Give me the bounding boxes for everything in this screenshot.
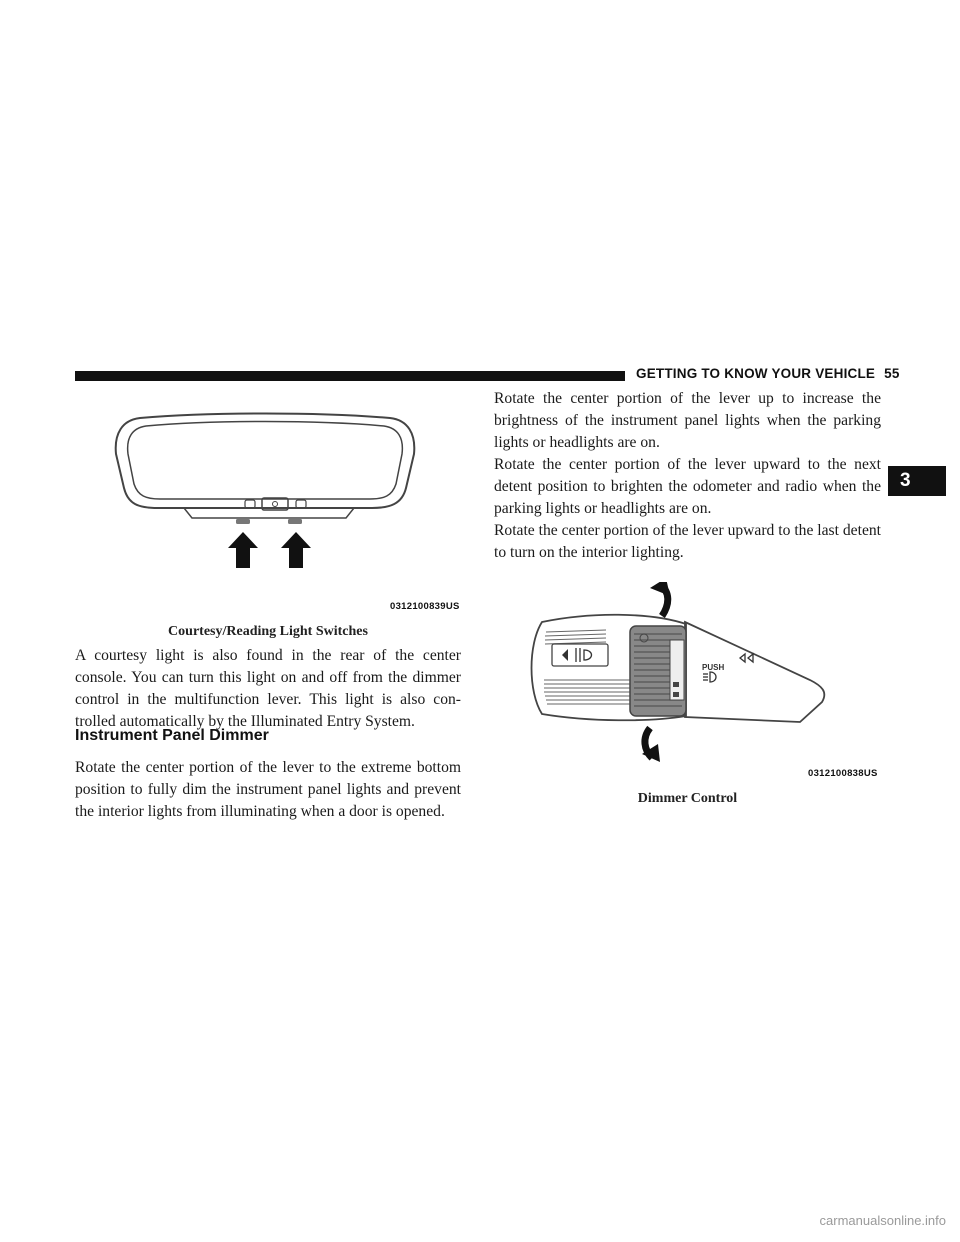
figure-code-dimmer: 0312100838US <box>808 768 878 779</box>
section-title: GETTING TO KNOW YOUR VEHICLE <box>636 366 876 381</box>
paragraph-increase-brightness: Rotate the center portion of the lever up to increase the brightness of the instrument panel lights when the parking lights or headlights are on. <box>494 390 881 451</box>
heading-instrument-panel-dimmer: Instrument Panel Dimmer <box>75 727 269 744</box>
figure-code-mirror: 0312100839US <box>390 601 460 612</box>
chapter-tab[interactable] <box>888 466 946 496</box>
figure-caption-mirror: Courtesy/Reading Light Switches <box>168 624 368 639</box>
header-rule <box>75 371 625 381</box>
paragraph-courtesy-light: A courtesy light is also found in the rear of the center console. You can turn this light on and off from the dimmer control in the multifunction lever. This light is also con-trolled automatically by the Illuminated Entry System. <box>75 647 461 730</box>
paragraph-last-detent: Rotate the center portion of the lever upward to the last detent to turn on the interior lighting. <box>494 522 881 561</box>
dimmer-lever-illustration <box>510 582 855 762</box>
figure-caption-dimmer: Dimmer Control <box>637 791 738 806</box>
lever-push-label: PUSH <box>702 663 725 672</box>
running-header <box>636 366 900 381</box>
chapter-number: 3 <box>900 470 911 491</box>
paragraph-dimmer-bottom: Rotate the center portion of the lever to the extreme bottom position to fully dim the instrument panel lights and prevent the interior lights from illuminating when a door is opened. <box>75 759 461 820</box>
paragraph-next-detent: Rotate the center portion of the lever upward to the next detent position to brighten the odometer and radio when the parking lights or headlights are on. <box>494 456 881 517</box>
mirror-illustration <box>100 408 430 578</box>
page-number: 55 <box>884 366 900 381</box>
watermark: carmanualsonline.info <box>819 1213 946 1228</box>
